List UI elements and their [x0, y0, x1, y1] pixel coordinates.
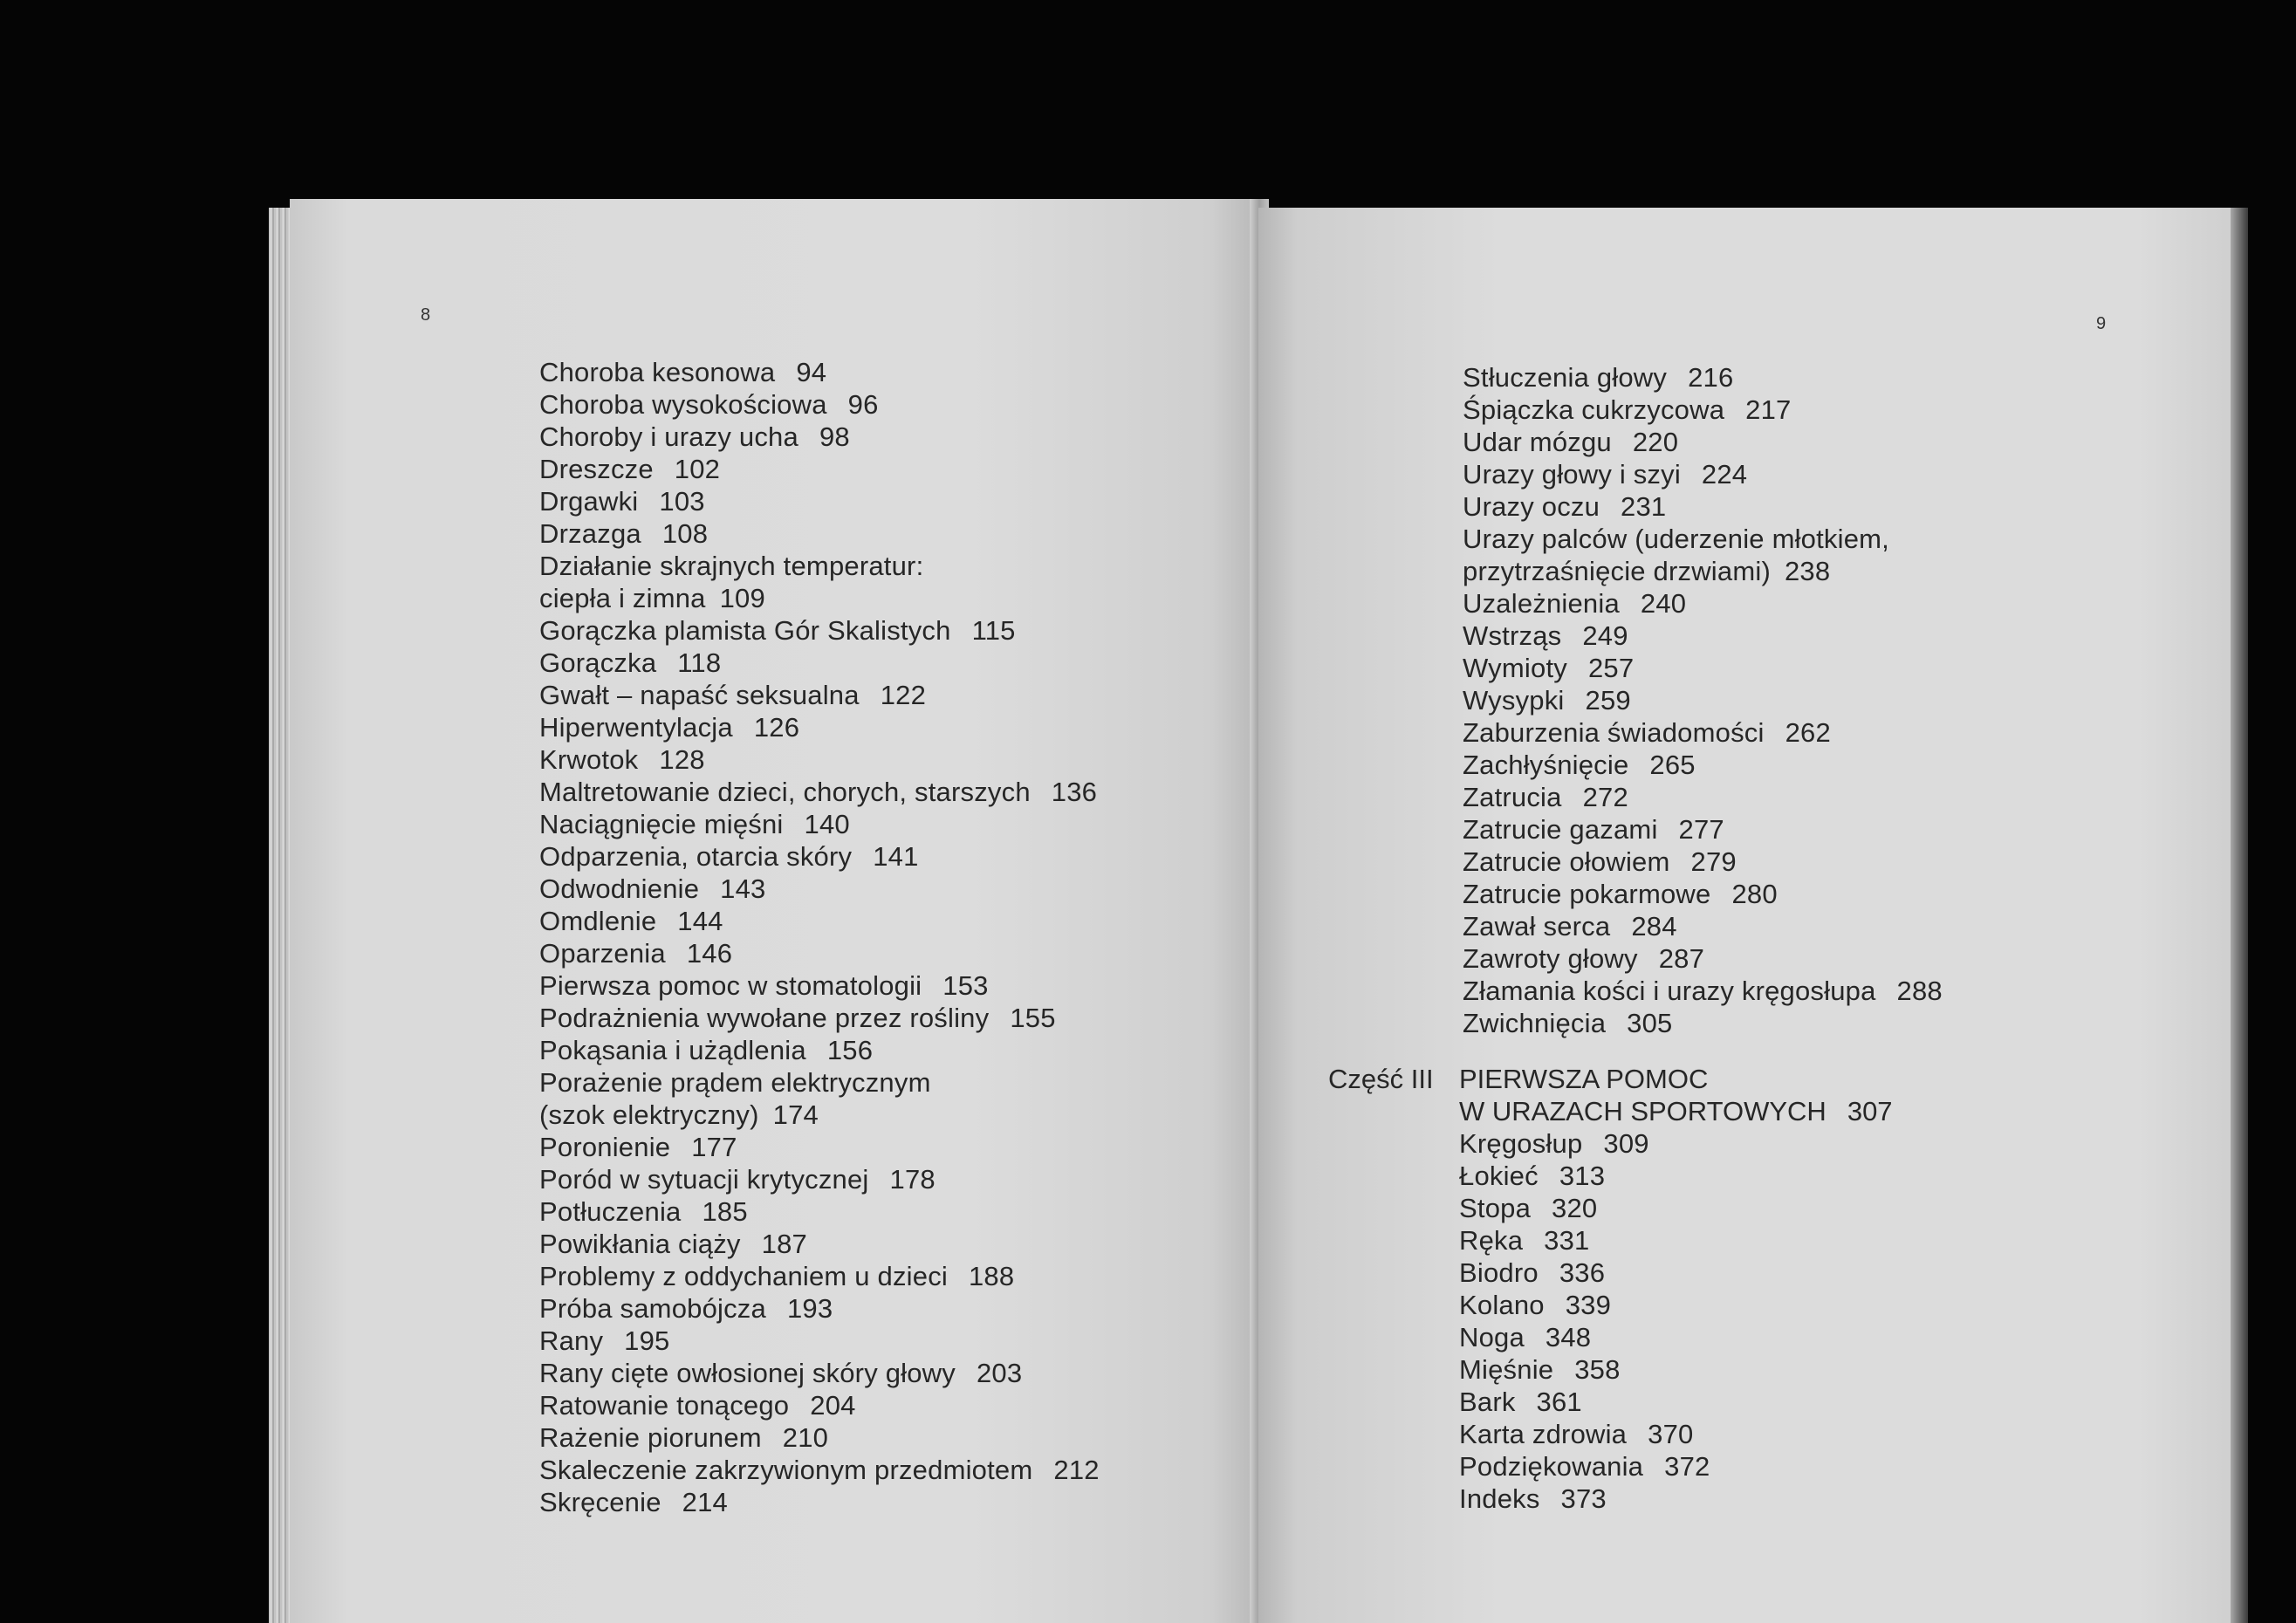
toc-entry-page: 185 [702, 1196, 748, 1227]
toc-entry-title: Rażenie piorunem [539, 1422, 762, 1453]
toc-entry-title: Zachłyśnięcie [1463, 750, 1629, 780]
toc-entry-title: Wysypki [1463, 685, 1565, 716]
toc-entry-page: 284 [1631, 911, 1677, 942]
toc-entry [539, 1292, 1100, 1325]
toc-entry-title: Krwotok [539, 744, 639, 775]
toc-entry-title-continued: (szok elektryczny) [539, 1099, 759, 1130]
toc-entry-page: 144 [677, 906, 723, 936]
toc-entry-page: 193 [786, 1293, 833, 1324]
toc-entry-title: Zatrucie ołowiem [1463, 846, 1670, 877]
left-toc-list [539, 356, 1100, 1518]
toc-entry-page: 339 [1565, 1290, 1612, 1320]
toc-entry [539, 1195, 1100, 1228]
toc-entry-page: 305 [1627, 1008, 1673, 1038]
toc-entry [1459, 1418, 1710, 1450]
toc-entry-page: 177 [691, 1132, 737, 1162]
toc-entry-page: 212 [1053, 1455, 1100, 1485]
right-toc-list [1463, 361, 1943, 1039]
toc-entry [539, 1228, 1100, 1260]
toc-entry-title: Podrażnienia wywołane przez rośliny [539, 1003, 990, 1033]
toc-entry-title: Indeks [1459, 1483, 1540, 1514]
toc-entry-title: Złamania kości i urazy kręgosłupa [1463, 976, 1876, 1006]
right-page-number: 9 [2096, 314, 2107, 333]
toc-entry [1459, 1160, 1710, 1192]
toc-entry-page: 195 [624, 1325, 670, 1356]
toc-entry-page: 277 [1678, 814, 1724, 845]
toc-entry [1459, 1321, 1710, 1353]
toc-entry-page: 188 [968, 1261, 1015, 1291]
right-page [1258, 208, 2234, 1623]
toc-entry-title: Zatrucie pokarmowe [1463, 879, 1711, 909]
toc-entry [1463, 458, 1943, 490]
toc-entry-page: 279 [1690, 846, 1737, 877]
toc-entry-page: 372 [1664, 1451, 1710, 1482]
toc-entry [539, 1163, 1100, 1195]
toc-entry [539, 1325, 1100, 1357]
toc-entry [1463, 1007, 1943, 1039]
toc-entry-page: 98 [819, 421, 850, 452]
toc-entry-page: 249 [1582, 620, 1628, 651]
toc-entry-title: Śpiączka cukrzycowa [1463, 394, 1725, 425]
toc-entry-title: Dreszcze [539, 454, 654, 484]
toc-entry-title: Skręcenie [539, 1487, 661, 1517]
toc-entry [539, 937, 1100, 969]
toc-entry [539, 517, 1100, 550]
toc-entry-title: Urazy palców (uderzenie młotkiem, [1463, 524, 1889, 554]
toc-entry-page: 272 [1582, 782, 1628, 812]
toc-entry [539, 485, 1100, 517]
toc-entry-title: Gorączka [539, 647, 657, 678]
toc-entry-title: Zawroty głowy [1463, 943, 1638, 974]
toc-entry-title: Podziękowania [1459, 1451, 1644, 1482]
toc-entry-title: Pierwsza pomoc w stomatologii [539, 970, 922, 1001]
toc-entry-title: Pokąsania i użądlenia [539, 1035, 806, 1065]
toc-entry [1459, 1224, 1710, 1257]
toc-entry-page: 118 [677, 647, 722, 678]
toc-entry [1459, 1192, 1710, 1224]
toc-entry-title: Wymioty [1463, 653, 1567, 683]
toc-entry [539, 356, 1100, 388]
toc-entry-title: Zawał serca [1463, 911, 1611, 942]
toc-entry [1463, 716, 1943, 749]
toc-entry-page: 155 [1010, 1003, 1056, 1033]
toc-entry [539, 1357, 1100, 1389]
toc-entry-title-continued: ciepła i zimna [539, 583, 706, 613]
toc-entry-title: Noga [1459, 1322, 1525, 1352]
toc-entry [539, 743, 1100, 776]
toc-entry-title: Potłuczenia [539, 1196, 682, 1227]
toc-entry-page: 257 [1587, 653, 1635, 683]
toc-entry [1463, 975, 1943, 1007]
toc-entry [539, 1389, 1100, 1421]
toc-entry-title: Zwichnięcia [1463, 1008, 1607, 1038]
toc-entry-title: Choroba wysokościowa [539, 389, 827, 420]
toc-entry-title: Kolano [1459, 1290, 1545, 1320]
toc-entry-page: 370 [1648, 1419, 1694, 1449]
toc-entry-page: 313 [1559, 1161, 1606, 1191]
toc-entry [539, 1034, 1100, 1066]
toc-entry-page: 262 [1785, 717, 1831, 748]
toc-entry-page: 288 [1896, 976, 1943, 1006]
toc-entry-page: 141 [873, 841, 919, 872]
toc-entry-page: 348 [1545, 1322, 1592, 1352]
toc-entry-title: Wstrząs [1463, 620, 1562, 651]
toc-entry [1463, 426, 1943, 458]
toc-entry-title: Uzależnienia [1463, 588, 1620, 619]
toc-entry-title: Rany [539, 1325, 604, 1356]
toc-entry [539, 421, 1100, 453]
toc-entry-title: Biodro [1459, 1257, 1539, 1288]
toc-entry-title: Problemy z oddychaniem u dzieci [539, 1261, 948, 1291]
toc-entry [1463, 878, 1943, 910]
toc-entry-page: 210 [782, 1422, 829, 1453]
toc-entry-page: 217 [1745, 394, 1792, 425]
toc-entry [539, 1002, 1100, 1034]
toc-entry-title: Choroba kesonowa [539, 357, 776, 387]
section-heading [1328, 1063, 1939, 1127]
toc-entry-title: Kręgosłup [1459, 1128, 1583, 1159]
toc-entry-title: Hiperwentylacja [539, 712, 733, 743]
toc-entry-page: 94 [796, 357, 827, 387]
right-edge-shadow [2231, 208, 2248, 1623]
toc-entry-title: Ręka [1459, 1225, 1524, 1256]
toc-entry [539, 647, 1100, 679]
toc-entry-title: Maltretowanie dzieci, chorych, starszych [539, 777, 1031, 807]
toc-entry-page: 109 [719, 583, 765, 613]
toc-entry-title: Skaleczenie zakrzywionym przedmiotem [539, 1455, 1033, 1485]
toc-entry-page: 174 [772, 1099, 819, 1130]
toc-entry-page: 143 [720, 873, 766, 904]
toc-entry [1459, 1483, 1710, 1515]
toc-entry [539, 1421, 1100, 1454]
section-toc-list [1459, 1127, 1710, 1515]
toc-entry [1463, 910, 1943, 942]
toc-entry-title: Bark [1459, 1387, 1516, 1417]
toc-entry-title: Próba samobójcza [539, 1293, 766, 1324]
toc-entry-page: 102 [674, 454, 721, 484]
toc-entry [1463, 490, 1943, 523]
toc-entry-title: Gwałt – napaść seksualna [539, 680, 860, 710]
toc-entry [539, 550, 1100, 614]
toc-entry-title: Mięśnie [1459, 1354, 1554, 1385]
toc-entry-title: Stopa [1459, 1193, 1532, 1223]
toc-entry [1463, 523, 1943, 587]
page-edges [269, 208, 291, 1623]
toc-entry-title: Oparzenia [539, 938, 666, 969]
toc-entry-page: 216 [1688, 362, 1734, 393]
toc-entry [539, 776, 1100, 808]
toc-entry-title: Powikłania ciąży [539, 1229, 741, 1259]
toc-entry-page: 96 [847, 389, 879, 420]
toc-entry-page: 358 [1574, 1354, 1621, 1385]
toc-entry-title: Karta zdrowia [1459, 1419, 1628, 1449]
toc-entry-title: Rany cięte owłosionej skóry głowy [539, 1358, 956, 1388]
section-title-line2: W URAZACH SPORTOWYCH [1459, 1096, 1827, 1127]
toc-entry [539, 969, 1100, 1002]
toc-entry [539, 808, 1100, 840]
toc-entry-page: 126 [753, 712, 800, 743]
toc-entry-page: 214 [682, 1487, 728, 1517]
toc-entry [1463, 394, 1943, 426]
toc-entry-page: 204 [810, 1390, 856, 1421]
toc-entry-title: Poronienie [539, 1132, 671, 1162]
toc-entry [1463, 749, 1943, 781]
toc-entry-page: 265 [1649, 750, 1696, 780]
left-page [290, 199, 1258, 1623]
toc-entry-title: Gorączka plamista Gór Skalistych [539, 615, 951, 646]
toc-entry-title-continued: przytrzaśnięcie drzwiami) [1463, 556, 1771, 586]
toc-entry [539, 1066, 1100, 1131]
toc-entry-page: 122 [880, 680, 927, 710]
toc-entry-page: 309 [1603, 1128, 1649, 1159]
toc-entry-page: 240 [1640, 588, 1687, 619]
toc-entry-page: 361 [1536, 1387, 1582, 1417]
toc-entry-title: Urazy oczu [1463, 491, 1600, 522]
toc-entry [1463, 846, 1943, 878]
toc-entry [539, 840, 1100, 873]
section-label: Część III [1328, 1064, 1434, 1094]
toc-entry-page: 153 [942, 970, 989, 1001]
toc-entry-title: Zatrucie gazami [1463, 814, 1658, 845]
toc-entry [1459, 1450, 1710, 1483]
toc-entry-title: Drgawki [539, 486, 639, 517]
toc-entry [1459, 1353, 1710, 1386]
toc-entry-title: Urazy głowy i szyi [1463, 459, 1681, 490]
toc-entry-page: 136 [1051, 777, 1098, 807]
toc-entry-title: Drzazga [539, 518, 641, 549]
toc-entry-page: 115 [971, 615, 1016, 646]
toc-entry-page: 220 [1632, 427, 1679, 457]
toc-entry-page: 320 [1552, 1193, 1598, 1223]
toc-entry [1463, 942, 1943, 975]
toc-entry-title: Udar mózgu [1463, 427, 1612, 457]
toc-entry-title: Odwodnienie [539, 873, 700, 904]
toc-entry [539, 711, 1100, 743]
toc-entry-title: Odparzenia, otarcia skóry [539, 841, 853, 872]
toc-entry-page: 103 [659, 486, 705, 517]
toc-entry [539, 905, 1100, 937]
toc-entry-page: 178 [889, 1164, 936, 1195]
toc-entry [539, 873, 1100, 905]
toc-entry [539, 1454, 1100, 1486]
toc-entry-title: Działanie skrajnych temperatur: [539, 551, 924, 581]
toc-entry-page: 373 [1560, 1483, 1607, 1514]
toc-entry-page: 238 [1784, 556, 1831, 586]
toc-entry-page: 156 [826, 1035, 874, 1065]
toc-entry-page: 140 [804, 809, 850, 839]
toc-entry-title: Stłuczenia głowy [1463, 362, 1668, 393]
toc-entry [1459, 1257, 1710, 1289]
toc-entry-title: Poród w sytuacji krytycznej [539, 1164, 869, 1195]
section-page-number: 307 [1847, 1096, 1893, 1127]
toc-entry [539, 679, 1100, 711]
toc-entry [1463, 620, 1943, 652]
toc-entry [539, 388, 1100, 421]
toc-entry-page: 146 [686, 938, 733, 969]
toc-entry [1463, 684, 1943, 716]
toc-entry-page: 280 [1731, 879, 1778, 909]
toc-entry [1463, 652, 1943, 684]
toc-entry-title: Łokieć [1459, 1161, 1539, 1191]
toc-entry [539, 1131, 1100, 1163]
toc-entry-page: 203 [976, 1358, 1023, 1388]
toc-entry-title: Zatrucia [1463, 782, 1562, 812]
toc-entry [1463, 813, 1943, 846]
toc-entry [539, 453, 1100, 485]
toc-entry-title: Omdlenie [539, 906, 657, 936]
section-title-line1: PIERWSZA POMOC [1459, 1064, 1709, 1094]
toc-entry-title: Zaburzenia świadomości [1463, 717, 1765, 748]
toc-entry-title: Ratowanie tonącego [539, 1390, 790, 1421]
toc-entry [539, 614, 1100, 647]
toc-entry-page: 108 [661, 518, 709, 549]
toc-entry-page: 331 [1544, 1225, 1590, 1256]
toc-entry-page: 187 [761, 1229, 807, 1259]
toc-entry-title: Choroby i urazy ucha [539, 421, 798, 452]
toc-entry-page: 224 [1701, 459, 1748, 490]
toc-entry [1459, 1127, 1710, 1160]
toc-entry-page: 128 [659, 744, 705, 775]
toc-entry-page: 287 [1658, 943, 1705, 974]
toc-entry-page: 231 [1621, 491, 1667, 522]
left-page-number: 8 [421, 305, 431, 325]
toc-entry-page: 259 [1585, 685, 1631, 716]
toc-entry [539, 1486, 1100, 1518]
toc-entry [1459, 1289, 1710, 1321]
toc-entry [539, 1260, 1100, 1292]
toc-entry [1463, 361, 1943, 394]
toc-entry-title: Naciągnięcie mięśni [539, 809, 784, 839]
toc-entry [1463, 587, 1943, 620]
toc-entry-title: Porażenie prądem elektrycznym [539, 1067, 931, 1098]
toc-entry-page: 336 [1559, 1257, 1606, 1288]
toc-entry [1459, 1386, 1710, 1418]
toc-entry [1463, 781, 1943, 813]
